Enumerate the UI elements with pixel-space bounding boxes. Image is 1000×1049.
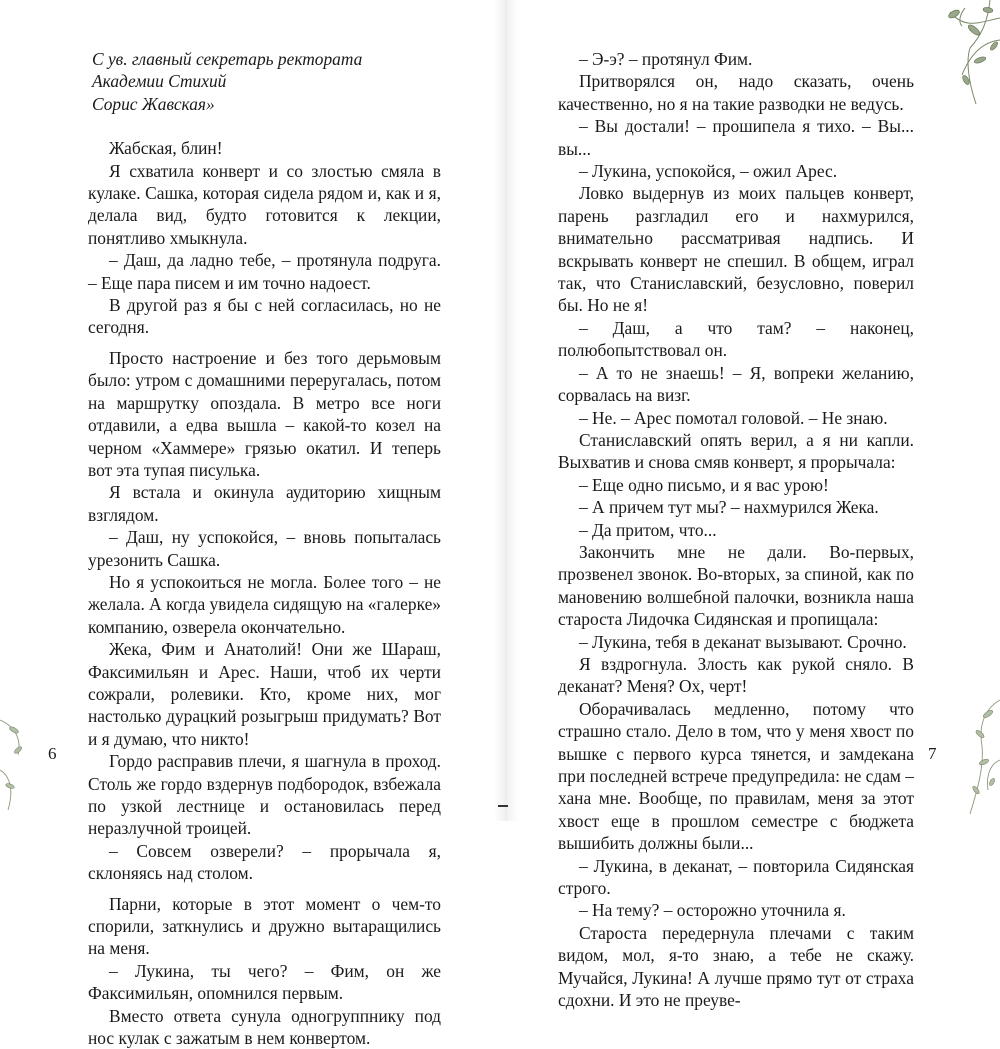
paragraph: – Э-э? – протянул Фим. (579, 49, 753, 69)
paragraph: – Даш, да ладно тебе, – протянула подруга. – Еще пара писем и им точно надоест. (88, 250, 441, 293)
paragraph: Станиславский опять верил, а я ни капли. Выхватив и снова смяв конверт, я прорычала: (558, 429, 914, 473)
floral-ornament-top-right (870, 0, 1000, 110)
paragraph: – А то не знаешь! – Я, вопреки желанию, сорвалась на визг. (558, 362, 914, 406)
page-number-left: 6 (48, 744, 57, 763)
print-mark (498, 805, 508, 807)
paragraph: Оборачивалась медленно, потому что страшно стало. Дело в том, что у меня хвост по вышке с первого курса тянется, и замдекана при последней встрече предупредила: не сдам – хана мне. Вообще, по правилам, меня за этот хвост еще в прошлом семестре с бюджета вышибить должны были... (558, 698, 914, 854)
paragraph: Староста передернула плечами с таким видом, мол, я-то знаю, а тебе не скажу. Мучайся, Лукина! А лучше прямо тут от страха сдохни. И это не преуве- (558, 922, 914, 1011)
paragraph: Вместо ответа сунула одногруппнику под нос кулак с зажатым в нем конвертом. (88, 1005, 441, 1049)
paragraph: Жека, Фим и Анатолий! Они же Шараш, Факсимильян и Арес. Наши, чтоб их черти сожрали, ролевики. Кто, кроме них, мог настолько дурацкий розыгрыш придумать? Вот и я думаю, что никто! (88, 639, 441, 749)
paragraph: – Даш, а что там? – наконец, полюбопытствовал он. (558, 317, 914, 361)
signature-line: Академии Стихий (92, 71, 227, 92)
paragraph: Я встала и окинула аудиторию хищным взглядом. (88, 482, 441, 525)
paragraph: – Даш, ну успокойся, – вновь попыталась урезонить Сашка. (88, 527, 441, 570)
paragraph: Жабская, блин! (109, 138, 223, 159)
floral-ornament-bottom-left (0, 700, 40, 821)
paragraph: – Лукина, ты чего? – Фим, он же Факсимильян, опомнился первым. (88, 960, 441, 1004)
paragraph: – Лукина, тебя в деканат вызывают. Срочно. (579, 631, 907, 652)
floral-ornament-bottom-right (930, 690, 1000, 821)
right-page-text-column (558, 48, 914, 1011)
signature-line: Сорис Жавская» (92, 93, 215, 114)
signature-line: С ув. главный секретарь ректората (92, 49, 363, 69)
paragraph: Притворялся он, надо сказать, очень качественно, но я на такие разводки не ведусь. (558, 71, 914, 114)
page-number-right: 7 (928, 744, 937, 763)
paragraph: Ловко выдернув из моих пальцев конверт, парень разгладил его и нахмурился, внимательно рассматривая надпись. И вскрывать конверт не спешил. В общем, играл так, что Станиславский, безусловно, поверил бы. Но не я! (558, 183, 914, 316)
right-page (500, 0, 1000, 1011)
paragraph: – Совсем озверели? – прорычала я, склоняясь над столом. (88, 840, 441, 884)
paragraph: Гордо расправив плечи, я шагнула в проход. Столь же гордо вздернув подбородок, взбежала по узкой лестнице и остановилась перед неразлучной троицей. (88, 751, 441, 839)
paragraph: – Вы достали! – прошипела я тихо. – Вы... вы... (558, 116, 914, 159)
paragraph: Я вздрогнула. Злость как рукой сняло. В деканат? Меня? Ох, черт! (558, 653, 914, 697)
paragraph: В другой раз я бы с ней согласилась, но не сегодня. (88, 295, 441, 338)
paragraph: – Не. – Арес помотал головой. – Не знаю. (579, 407, 888, 428)
letter-signature (88, 48, 441, 115)
left-page-text-column (88, 48, 441, 1049)
paragraph: Я схватила конверт и со злостью смяла в кулаке. Сашка, которая сидела рядом и, как и я, делала вид, будто готовится к лекции, понятливо хмыкнула. (88, 160, 441, 248)
paragraph: – Да притом, что... (579, 519, 717, 540)
paragraph: Закончить мне не дали. Во-первых, прозвенел звонок. Во-вторых, за спиной, как по мановению волшебной палочки, возникла наша староста Лидочка Сидянская и пропищала: (558, 541, 914, 630)
paragraph: – На тему? – осторожно уточнила я. (579, 900, 846, 921)
paragraph: – А причем тут мы? – нахмурился Жека. (579, 497, 879, 518)
paragraph: – Еще одно письмо, и я вас урою! (579, 474, 829, 495)
paragraph: Просто настроение и без того дерьмовым было: утром с домашними переругалась, потом на маршрутку опоздала. В метро все ноги отдавили, а едва вышла – какой-то козел на черном «Хаммере» грязью окатил. И теперь вот эта тупая писулька. (88, 347, 441, 480)
paragraph: – Лукина, в деканат, – повторила Сидянская строго. (558, 855, 914, 899)
paragraph: Парни, которые в этот момент о чем-то спорили, заткнулись и дружно вытаращились на меня. (88, 893, 441, 959)
paragraph: – Лукина, успокойся, – ожил Арес. (579, 161, 838, 182)
paragraph: Но я успокоиться не могла. Более того – не желала. А когда увидела сидящую на «галерке» компанию, озверела окончательно. (88, 571, 441, 637)
section-break (88, 115, 441, 137)
